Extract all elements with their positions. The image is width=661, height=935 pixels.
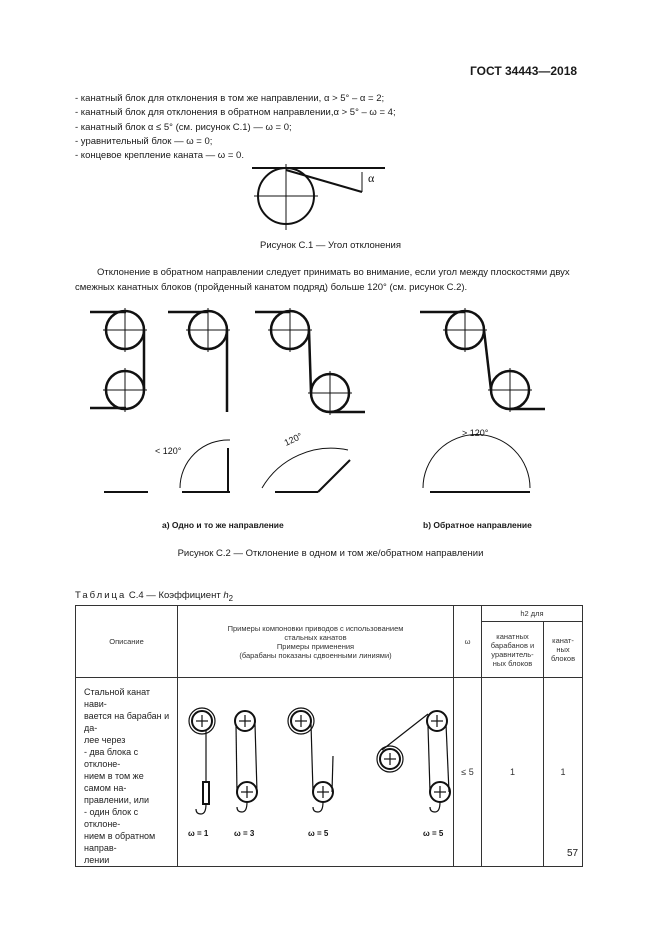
header-sheaves-line: канат- xyxy=(552,636,574,645)
table-row xyxy=(76,678,583,867)
row-description-line: Стальной канат нави- xyxy=(84,687,151,709)
omega-label: ω = 3 xyxy=(234,829,255,838)
omega-label: ω = 1 xyxy=(188,829,209,838)
header-drums-line: ных блоков xyxy=(492,658,533,668)
figure-c2-caption: Рисунок С.2 — Отклонение в одном и том же/обратном направлении xyxy=(177,548,484,559)
table-title-rest: С.4 — Коэффициент xyxy=(126,590,224,601)
figure-c1-caption: Рисунок С.1 — Угол отклонения xyxy=(259,240,401,251)
row-examples xyxy=(178,678,454,867)
row-description-line: вается на барабан и да- xyxy=(84,711,170,733)
bullet-list xyxy=(75,92,396,163)
row-description xyxy=(76,678,178,867)
header-sheaves xyxy=(544,622,583,678)
row-description-line: - один блок с отклоне- xyxy=(84,807,139,829)
figure-c2-subcaption-b: b) Обратное направление xyxy=(423,520,532,530)
angle-label-a2: 120° xyxy=(282,430,304,448)
figure-c2-subcaption-a: a) Одно и то же направление xyxy=(162,520,284,530)
header-sheaves-line: ных xyxy=(556,645,570,654)
header-drums-line: барабанов и xyxy=(490,640,535,650)
bullet-item: - канатный блок для отклонения в обратном направлении,α > 5° – ω = 4; xyxy=(75,107,396,119)
alpha-label: α xyxy=(368,171,375,185)
omega-label: ω = 5 xyxy=(423,829,444,838)
table-title xyxy=(75,590,233,603)
row-description-line: лее через xyxy=(84,735,126,745)
rope-arrangement-diagram xyxy=(178,696,453,846)
row-description-line: правлении, или xyxy=(84,795,150,805)
row-description-line: - два блока с отклоне- xyxy=(84,747,139,769)
header-examples-line: Примеры компоновки приводов с использованием xyxy=(227,623,404,633)
header-drums xyxy=(482,622,544,678)
row-description-line: лении xyxy=(84,855,110,865)
page-number: 57 xyxy=(567,848,579,859)
angle-label-b: > 120° xyxy=(462,428,489,438)
angle-label-a1: < 120° xyxy=(155,446,182,456)
row-description-line: нием в обратном направ- xyxy=(84,831,156,853)
header-drums-line: уравнитель- xyxy=(491,649,534,659)
document-id: ГОСТ 34443—2018 xyxy=(470,64,578,78)
table-title-sub: 2 xyxy=(228,593,234,603)
figure-c2-deflection-directions xyxy=(90,300,560,510)
bullet-item: - уравнительный блок — ω = 0; xyxy=(75,135,213,147)
header-examples-line: Примеры применения xyxy=(276,641,355,651)
bullet-item: - концевое крепление каната — ω = 0. xyxy=(75,150,244,162)
header-h2-for: h2 для xyxy=(482,606,583,622)
body-paragraph: Отклонение в обратном направлении следует принимать во внимание, если угол между плоскостями двух смежных канатных блоков (пройденный канатом подряд) больше 120° (см. рисунок С.2). xyxy=(75,267,570,293)
header-drums-line: канатных xyxy=(496,631,529,641)
figure-c1-deflection-angle xyxy=(240,160,390,235)
bullet-item: - канатный блок для отклонения в том же направлении, α > 5° – α = 2; xyxy=(75,93,385,104)
header-examples-line: (барабаны показаны сдвоенными линиями) xyxy=(239,650,392,660)
header-sheaves-line: блоков xyxy=(550,654,576,663)
row-h2-sheaves: 1 xyxy=(544,678,583,867)
header-description: Описание xyxy=(76,606,178,678)
table-title-symbol: h xyxy=(223,590,229,601)
row-omega: ≤ 5 xyxy=(454,678,482,867)
bullet-item: - канатный блок α ≤ 5° (см. рисунок С.1) — ω = 0; xyxy=(75,121,292,133)
header-examples xyxy=(178,606,454,678)
table-title-prefix: Таблица xyxy=(75,590,127,601)
omega-label: ω = 5 xyxy=(308,829,329,838)
header-omega: ω xyxy=(454,606,482,678)
header-examples-line: стальных канатов xyxy=(284,632,347,642)
row-h2-drums: 1 xyxy=(482,678,544,867)
row-description-line: нием в том же самом на- xyxy=(84,771,144,793)
coefficient-table xyxy=(75,605,583,867)
